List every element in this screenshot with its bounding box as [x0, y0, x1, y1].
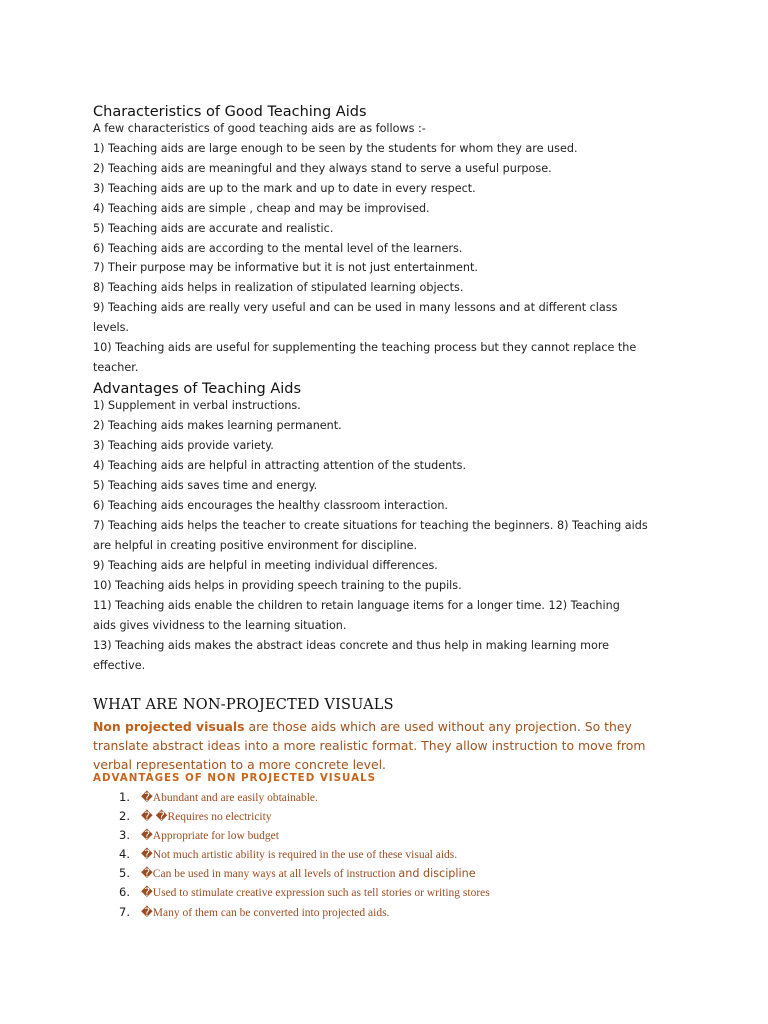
- non-projected-heading: WHAT ARE NON-PROJECTED VISUALS: [93, 697, 394, 713]
- advantages-line: 13) Teaching aids makes the abstract ideas concrete and thus help in making learning more: [93, 639, 610, 652]
- characteristics-line: 4) Teaching aids are simple , cheap and may be improvised.: [93, 202, 430, 215]
- list-item-number: 1.: [119, 790, 130, 804]
- list-item-number: 7.: [119, 905, 130, 919]
- advantages-line: 4) Teaching aids are helpful in attracting attention of the students.: [93, 459, 467, 472]
- list-item-text-main: �Can be used in many ways at all levels of instruction: [141, 868, 399, 880]
- advantages-line: 1) Supplement in verbal instructions.: [93, 399, 301, 412]
- non-projected-intro-term: Non projected visuals: [93, 719, 245, 734]
- characteristics-line: 3) Teaching aids are up to the mark and up to date in every respect.: [93, 182, 476, 195]
- list-item-text: �Used to stimulate creative expression such as tell stories or writing stores: [141, 887, 490, 899]
- list-item-text: �Not much artistic ability is required in the use of these visual aids.: [141, 849, 458, 861]
- advantages-line: effective.: [93, 659, 146, 672]
- characteristics-line: 6) Teaching aids are according to the mental level of the learners.: [93, 242, 463, 255]
- list-item-number: 3.: [119, 828, 130, 842]
- non-projected-advantages-subheading: ADVANTAGES OF NON PROJECTED VISUALS: [93, 772, 377, 784]
- characteristics-line: teacher.: [93, 361, 139, 374]
- characteristics-line: A few characteristics of good teaching aids are as follows :-: [93, 122, 426, 135]
- list-item-number: 2.: [119, 809, 130, 823]
- advantages-line: 10) Teaching aids helps in providing speech training to the pupils.: [93, 579, 462, 592]
- list-item-text: [141, 866, 476, 880]
- list-item-text: �Many of them can be converted into projected aids.: [141, 907, 390, 919]
- advantages-line: are helpful in creating positive environment for discipline.: [93, 539, 418, 552]
- advantages-line: 3) Teaching aids provide variety.: [93, 439, 274, 452]
- characteristics-line: 7) Their purpose may be informative but it is not just entertainment.: [93, 261, 478, 274]
- advantages-line: 5) Teaching aids saves time and energy.: [93, 479, 318, 492]
- list-item-number: 5.: [119, 866, 130, 880]
- advantages-line: aids gives vividness to the learning situation.: [93, 619, 347, 632]
- list-item-text: �Abundant and are easily obtainable.: [141, 792, 318, 804]
- list-item-number: 4.: [119, 847, 130, 861]
- advantages-line: 2) Teaching aids makes learning permanent.: [93, 419, 342, 432]
- non-projected-intro-line-3: verbal representation to a more concrete level.: [93, 757, 386, 772]
- advantages-line: 9) Teaching aids are helpful in meeting individual differences.: [93, 559, 438, 572]
- advantages-line: 11) Teaching aids enable the children to retain language items for a longer time. 12) Teaching: [93, 599, 620, 612]
- list-item-text: �Appropriate for low budget: [141, 830, 279, 842]
- characteristics-line: levels.: [93, 321, 129, 334]
- list-item-text-tail: and discipline: [398, 867, 476, 880]
- list-item-number: 6.: [119, 885, 130, 899]
- characteristics-line: 10) Teaching aids are useful for supplementing the teaching process but they cannot replace the: [93, 341, 637, 354]
- non-projected-intro-line-1: [93, 718, 632, 736]
- characteristics-heading: Characteristics of Good Teaching Aids: [93, 104, 367, 120]
- characteristics-line: 5) Teaching aids are accurate and realistic.: [93, 222, 334, 235]
- non-projected-intro-line-2: translate abstract ideas into a more realistic format. They allow instruction to move from: [93, 738, 646, 753]
- advantages-heading: Advantages of Teaching Aids: [93, 381, 302, 397]
- advantages-line: 7) Teaching aids helps the teacher to create situations for teaching the beginners. 8) Teaching aids: [93, 519, 648, 532]
- characteristics-line: 8) Teaching aids helps in realization of stipulated learning objects.: [93, 281, 464, 294]
- characteristics-line: 9) Teaching aids are really very useful and can be used in many lessons and at different class: [93, 301, 618, 314]
- characteristics-line: 1) Teaching aids are large enough to be seen by the students for whom they are used.: [93, 142, 578, 155]
- advantages-line: 6) Teaching aids encourages the healthy classroom interaction.: [93, 499, 448, 512]
- list-item-text: � �Requires no electricity: [141, 811, 272, 823]
- characteristics-line: 2) Teaching aids are meaningful and they always stand to serve a useful purpose.: [93, 162, 552, 175]
- non-projected-intro-rest: are those aids which are used without any projection. So they: [244, 719, 632, 734]
